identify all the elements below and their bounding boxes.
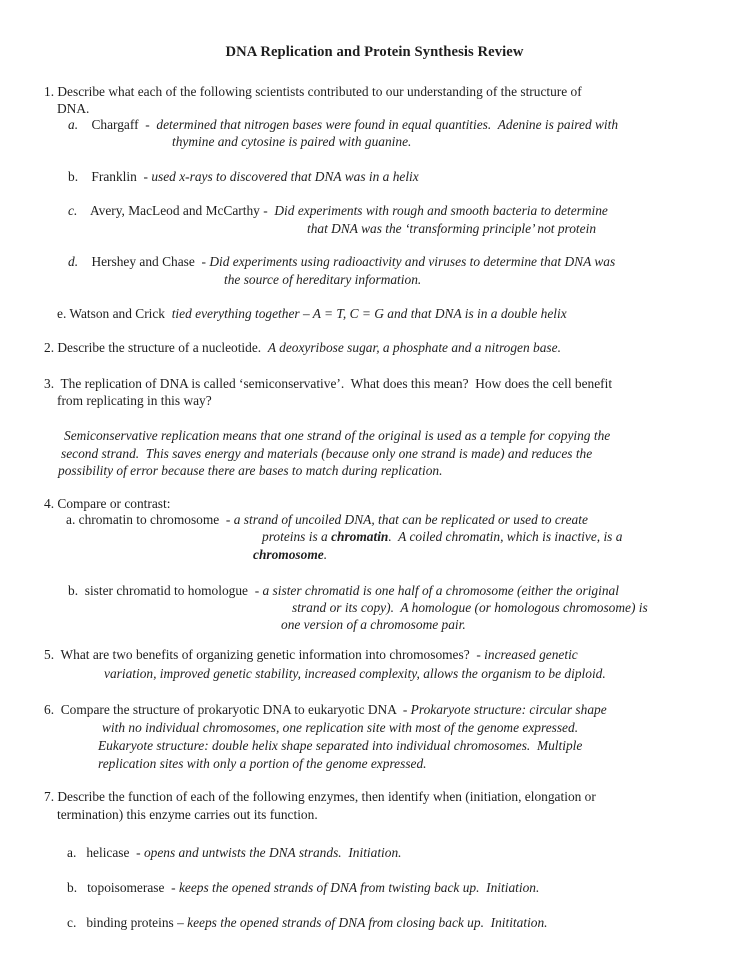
- q3-answer-line3: [58, 462, 442, 479]
- q6-line3-seg-0: Eukaryote structure: double helix shape separated into individual chromosomes. Multiple: [98, 738, 583, 753]
- q1a-line2: [172, 133, 411, 150]
- q4a-line2: [262, 528, 622, 545]
- q6-line2: [102, 719, 578, 736]
- q3-answer-line3-seg-0: possibility of error because there are bases to match during replication.: [58, 463, 443, 478]
- q4a-line3-seg-1: .: [323, 547, 328, 562]
- q4a-line1-seg-0: a. chromatin to chromosome -: [66, 512, 234, 527]
- q1d-line1-seg-0: d.: [68, 254, 79, 269]
- q1-line1: [44, 83, 582, 100]
- q7c-line1: [67, 914, 548, 931]
- q1e-line1-seg-0: e. Watson and Crick: [57, 306, 172, 321]
- q1d-line2-seg-0: the source of hereditary information.: [224, 272, 422, 287]
- q7b-line1-seg-1: keeps the opened strands of DNA from twisting back up. Initiation.: [178, 880, 540, 895]
- q1c-line2: [307, 220, 596, 237]
- q1c-line1-seg-2: Did experiments with rough and smooth bacteria to determine: [274, 203, 608, 218]
- q1a-line1-seg-2: determined that nitrogen bases were found in equal quantities. Adenine is paired with: [156, 117, 619, 132]
- q4b-line1-seg-0: b. sister chromatid to homologue -: [68, 583, 263, 598]
- q4b-line3-seg-0: one version of a chromosome pair.: [281, 617, 466, 632]
- q2-line1-seg-0: 2. Describe the structure of a nucleotide.: [44, 340, 268, 355]
- q7a-line1: [67, 844, 402, 861]
- q2-line1-seg-1: A deoxyribose sugar, a phosphate and a nitrogen base.: [267, 340, 561, 355]
- q3-answer-line2: [61, 445, 592, 462]
- q4-line1-seg-0: 4. Compare or contrast:: [44, 496, 171, 511]
- q7-line2-seg-0: termination) this enzyme carries out its function.: [57, 807, 318, 822]
- q7c-line1-seg-0: c. binding proteins –: [67, 915, 188, 930]
- q3-line2-seg-0: from replicating in this way?: [57, 393, 212, 408]
- q4b-line1-seg-1: a sister chromatid is one half of a chromosome (either the original: [262, 583, 619, 598]
- q1a-line1-seg-1: Chargaff -: [78, 117, 157, 132]
- q1c-line1: [68, 202, 608, 219]
- q4a-line2-seg-2: . A coiled chromatin, which is inactive, is a: [388, 529, 623, 544]
- q3-line1: [44, 375, 612, 392]
- q3-line2: [57, 392, 212, 409]
- q7b-line1: [67, 879, 539, 896]
- q1d-line1-seg-2: Did experiments using radioactivity and viruses to determine that DNA was: [209, 254, 616, 269]
- q4-line1: [44, 495, 170, 512]
- q5-line1-seg-0: 5. What are two benefits of organizing genetic information into chromosomes? -: [44, 647, 485, 662]
- q6-line1-seg-1: Prokaryote structure: circular shape: [410, 702, 607, 717]
- q1e-line1-seg-1: tied everything together – A = T, C = G and that DNA is in a double helix: [171, 306, 567, 321]
- q6-line1: [44, 701, 607, 718]
- q4b-line3: [281, 616, 466, 633]
- q7-line1: [44, 788, 596, 805]
- q4b-line2-seg-0: strand or its copy). A homologue (or homologous chromosome) is: [292, 600, 648, 615]
- q4b-line2: [292, 599, 648, 616]
- q2-line1: [44, 339, 561, 356]
- q5-line1: [44, 646, 578, 663]
- q4a-line1: [66, 511, 588, 528]
- q4a-line1-seg-1: a strand of uncoiled DNA, that can be replicated or used to create: [233, 512, 588, 527]
- q1b-line1-seg-1: used x-rays to discovered that DNA was in a helix: [151, 169, 419, 184]
- q7a-line1-seg-0: a. helicase -: [67, 845, 144, 860]
- q6-line4-seg-0: replication sites with only a portion of the genome expressed.: [98, 756, 427, 771]
- q4a-line2-seg-0: proteins is a: [262, 529, 332, 544]
- q4a-line3-seg-0: chromosome: [253, 547, 324, 562]
- q3-answer-line2-seg-0: second strand. This saves energy and materials (because only one strand is made) and reduces the: [61, 446, 593, 461]
- q1b-line1: [68, 168, 419, 185]
- q1d-line2: [224, 271, 421, 288]
- q1-line2-seg-0: DNA.: [57, 101, 90, 116]
- q5-line1-seg-1: increased genetic: [484, 647, 578, 662]
- q1c-line1-seg-0: c.: [68, 203, 78, 218]
- q1c-line1-seg-1: Avery, MacLeod and McCarthy -: [77, 203, 275, 218]
- q4a-line2-seg-1: chromatin: [331, 529, 389, 544]
- q6-line3: [98, 737, 582, 754]
- q3-line1-seg-0: 3. The replication of DNA is called ‘semiconservative’. What does this mean? How does the cell benefit: [44, 376, 613, 391]
- q6-line2-seg-0: with no individual chromosomes, one replication site with most of the genome expressed.: [102, 720, 579, 735]
- q7a-line1-seg-1: opens and untwists the DNA strands. Initiation.: [143, 845, 402, 860]
- q7c-line1-seg-1: keeps the opened strands of DNA from closing back up. Inititation.: [187, 915, 548, 930]
- q3-answer-line1: [64, 427, 610, 444]
- q1d-line1-seg-1: Hershey and Chase -: [78, 254, 210, 269]
- q7b-line1-seg-0: b. topoisomerase -: [67, 880, 179, 895]
- q3-answer-line1-seg-0: Semiconservative replication means that one strand of the original is used as a temple for copying the: [64, 428, 611, 443]
- q1d-line1: [68, 253, 615, 270]
- q6-line1-seg-0: 6. Compare the structure of prokaryotic DNA to eukaryotic DNA -: [44, 702, 411, 717]
- q1-line1-seg-0: 1. Describe what each of the following scientists contributed to our understanding of the structure of: [44, 84, 582, 99]
- q7-line1-seg-0: 7. Describe the function of each of the following enzymes, then identify when (initiation, elongation or: [44, 789, 596, 804]
- q1e-line1: [57, 305, 567, 322]
- doc-title-seg-0: DNA Replication and Protein Synthesis Review: [225, 44, 524, 60]
- q1b-line1-seg-0: b. Franklin -: [68, 169, 152, 184]
- q1a-line2-seg-0: thymine and cytosine is paired with guanine.: [172, 134, 412, 149]
- q1-line2: [57, 100, 89, 117]
- q4a-line3: [253, 546, 327, 563]
- q4b-line1: [68, 582, 619, 599]
- q1c-line2-seg-0: that DNA was the ‘transforming principle’ not protein: [307, 221, 597, 236]
- q5-line2: [104, 665, 606, 682]
- q5-line2-seg-0: variation, improved genetic stability, increased complexity, allows the organism to be diploid.: [104, 666, 606, 681]
- q6-line4: [98, 755, 427, 772]
- q1a-line1: [68, 116, 618, 133]
- doc-title: [0, 44, 749, 61]
- q1a-line1-seg-0: a.: [68, 117, 79, 132]
- q7-line2: [57, 806, 318, 823]
